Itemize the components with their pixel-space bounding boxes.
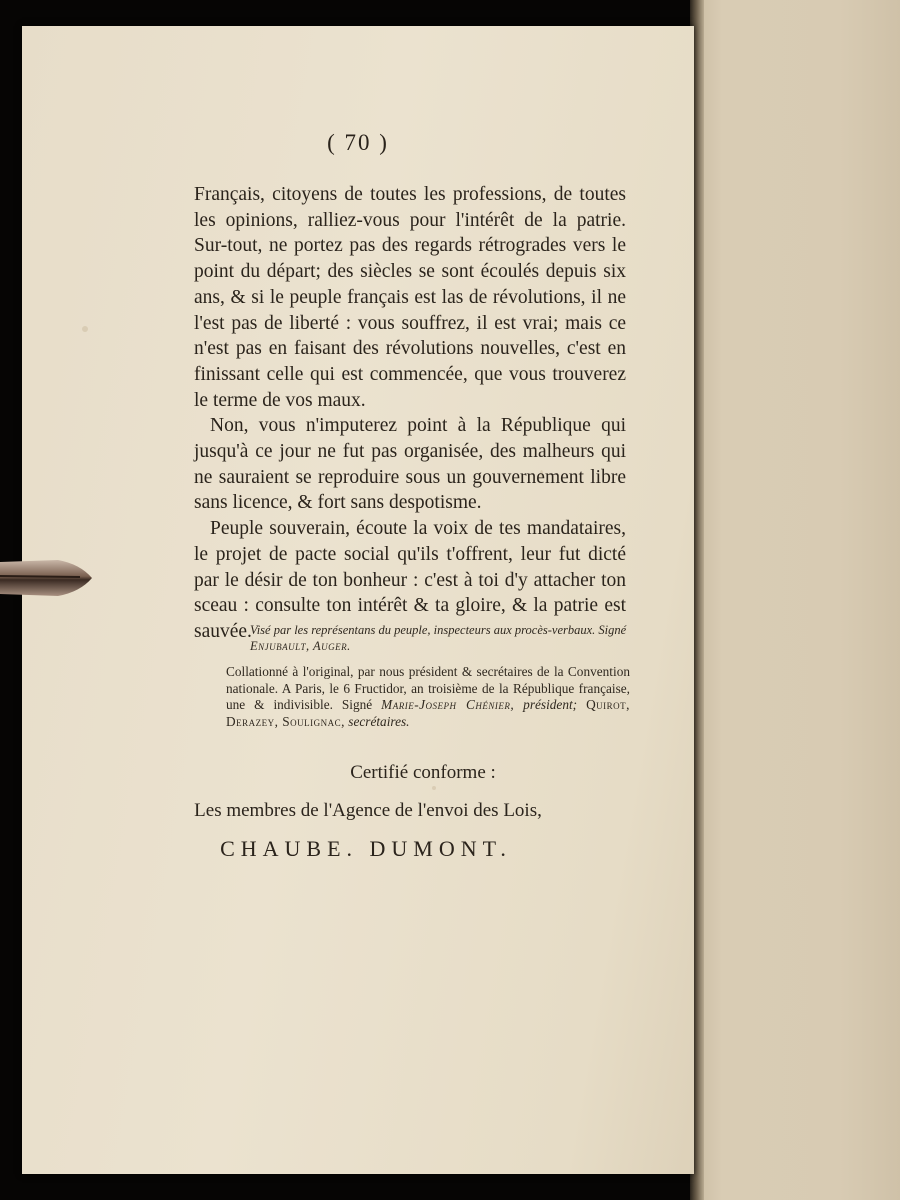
bookmark-clip-icon [0, 556, 92, 600]
president-name: Marie-Joseph Chénier, [381, 697, 515, 712]
visa-note [250, 622, 630, 654]
visa-signatories: Enjubault, Auger. [250, 639, 351, 653]
secretaries-names: Quirot, Derazey, Soulignac, [226, 697, 630, 729]
foxing-spot [82, 326, 88, 332]
paragraph: Peuple souverain, écoute la voix de tes mandataires, le projet de pacte social qu'ils t'offrent, leur fut dicté par le désir de ton bonheur : c'est à toi d'y attacher ton sceau : consulte ton intérêt & ta gloire, & la patrie est sauvée. [194, 518, 626, 642]
paragraph: Non, vous n'imputerez point à la République qui jusqu'à ce jour ne fut pas organisée, des malheurs qui ne sauraient se reproduire sous un gouvernement libre sans licence, & fort sans despotisme. [194, 415, 626, 514]
paragraph: Français, citoyens de toutes les professions, de toutes les opinions, ralliez-vous pour l'intérêt de la patrie. Sur-tout, ne portez pas des regards rétrogrades vers le point du départ; des siècles se sont écoulés depuis six ans, & si le peuple français est las de révolutions, il ne l'est pas de liberté : vous souffrez, il est vrai; mais ce n'est pas en faisant des révolutions nouvelles, c'est en finissant celle qui est commencée, que vous trouverez le terme de vos maux. [194, 184, 626, 411]
book-page [22, 26, 694, 1174]
secretaries-title: secrétaires. [348, 713, 410, 729]
foxing-spot [432, 786, 436, 790]
facing-page [698, 0, 900, 1200]
president-title: président; [523, 697, 578, 712]
page-number: ( 70 ) [327, 130, 389, 155]
body-text [194, 182, 626, 645]
agency-line: Les membres de l'Agence de l'envoi des Lois, [194, 800, 542, 821]
certification-line: Certifié conforme : [350, 762, 496, 783]
visa-text: Visé par les représentans du peuple, inspecteurs aux procès-verbaux. Signé [250, 623, 627, 637]
collation-text: Collationné à l'original, par nous président & secrétaires de la Convention nationale. A Paris, le 6 Fructidor, an troisième de la République française, une & indivisible. Signé [226, 664, 630, 712]
collation-note [226, 664, 630, 730]
signatures: CHAUBE. DUMONT. [220, 836, 512, 861]
